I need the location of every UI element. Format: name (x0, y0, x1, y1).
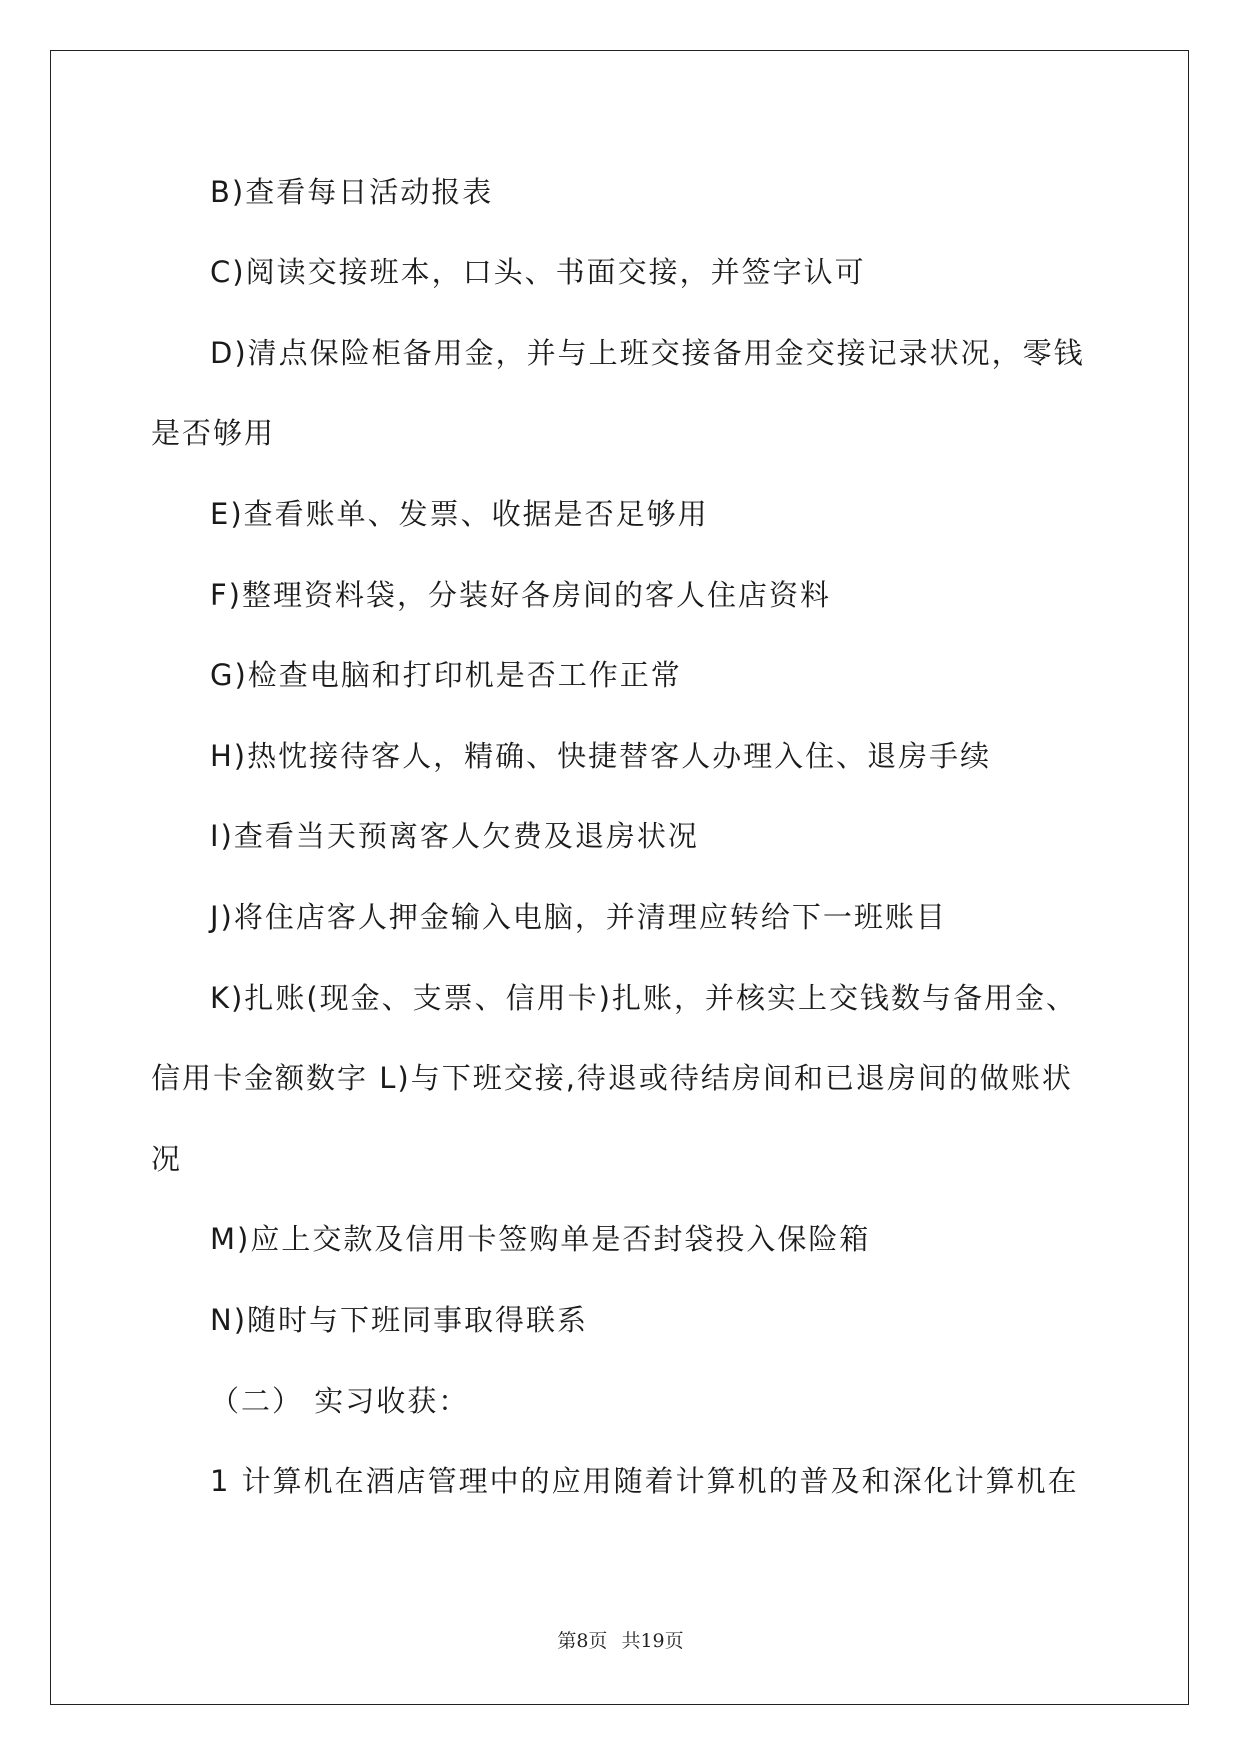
page-border (50, 50, 1189, 1705)
paragraph-line: D)清点保险柜备用金，并与上班交接备用金交接记录状况，零钱 (210, 336, 1085, 370)
paragraph-line: N)随时与下班同事取得联系 (210, 1303, 589, 1337)
paragraph-line: 是否够用 (151, 416, 276, 450)
paragraph-line: E)查看账单、发票、收据是否足够用 (210, 497, 709, 531)
paragraph-line: C)阅读交接班本，口头、书面交接，并签字认可 (210, 255, 866, 289)
paragraph-line: G)检查电脑和打印机是否工作正常 (210, 658, 682, 692)
paragraph-line: J)将住店客人押金输入电脑，并清理应转给下一班账目 (210, 900, 947, 934)
paragraph-line: 况 (151, 1142, 183, 1176)
paragraph-line: M)应上交款及信用卡签购单是否封袋投入保险箱 (210, 1222, 871, 1256)
section-heading: （二） 实习收获： (210, 1384, 470, 1418)
page-total: 共19页 (621, 1630, 684, 1652)
page-number: 第8页 (557, 1630, 608, 1652)
page-footer (0, 1626, 1241, 1653)
paragraph-line: B)查看每日活动报表 (210, 175, 494, 209)
paragraph-line: F)整理资料袋，分装好各房间的客人住店资料 (210, 578, 831, 612)
paragraph-line: H)热忱接待客人，精确、快捷替客人办理入住、退房手续 (210, 739, 992, 773)
paragraph-line: I)查看当天预离客人欠费及退房状况 (210, 819, 699, 853)
paragraph-line: 1 计算机在酒店管理中的应用随着计算机的普及和深化计算机在 (210, 1464, 1079, 1498)
paragraph-line: 信用卡金额数字 L)与下班交接,待退或待结房间和已退房间的做账状 (151, 1061, 1073, 1095)
paragraph-line: K)扎账(现金、支票、信用卡)扎账，并核实上交钱数与备用金、 (210, 981, 1077, 1015)
